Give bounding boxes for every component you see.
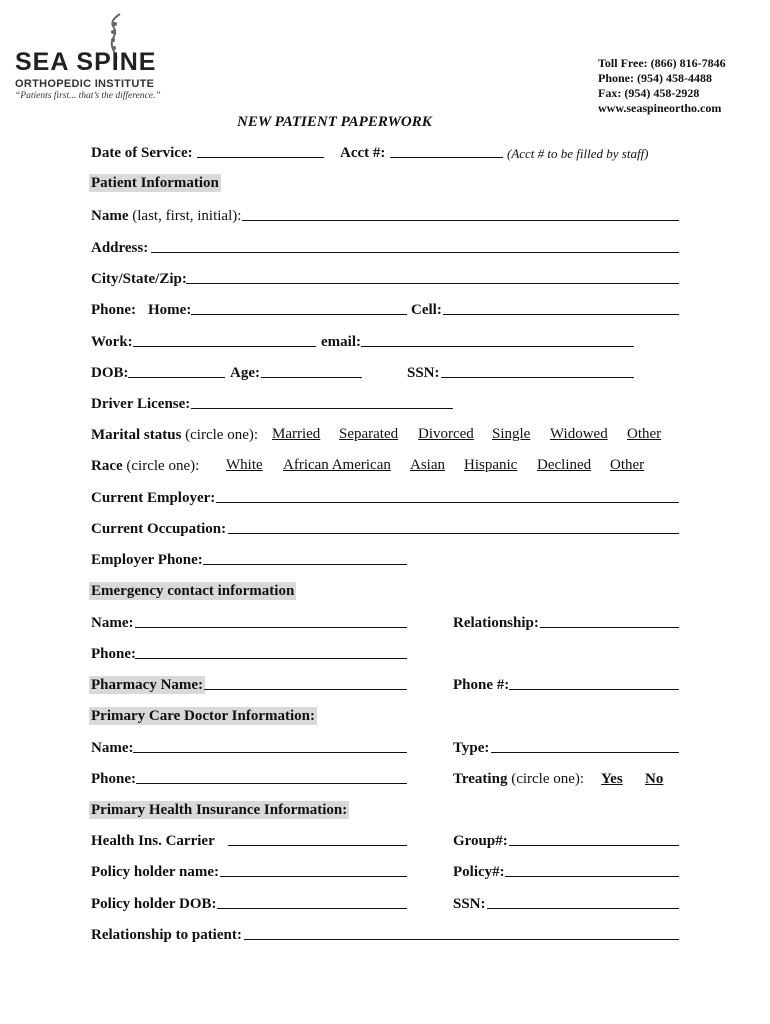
current-employer-label: Current Employer: bbox=[91, 490, 216, 506]
employer-phone-label: Employer Phone: bbox=[91, 552, 203, 568]
age-label: Age: bbox=[230, 365, 260, 381]
race-option-asian[interactable]: Asian bbox=[410, 457, 445, 473]
emergency-relationship-field[interactable] bbox=[540, 627, 679, 628]
pharmacy-phone-field[interactable] bbox=[509, 689, 679, 690]
cell-phone-field[interactable] bbox=[443, 314, 679, 315]
pharmacy-name-field[interactable] bbox=[204, 689, 407, 690]
work-phone-field[interactable] bbox=[133, 346, 316, 347]
policy-number-label: Policy#: bbox=[453, 864, 505, 880]
carrier-label: Health Ins. Carrier bbox=[91, 833, 215, 849]
relationship-to-patient-label: Relationship to patient: bbox=[91, 927, 242, 943]
emergency-phone-field[interactable] bbox=[135, 658, 407, 659]
race-option-white[interactable]: White bbox=[226, 457, 263, 473]
dob-field[interactable] bbox=[128, 377, 225, 378]
acct-field[interactable] bbox=[390, 157, 503, 158]
home-label: Home: bbox=[148, 302, 192, 318]
treating-label bbox=[453, 770, 584, 788]
date-of-service-label: Date of Service: bbox=[91, 145, 193, 161]
city-state-zip-label: City/State/Zip: bbox=[91, 271, 187, 287]
ssn-label: SSN: bbox=[407, 365, 440, 381]
section-primary-care-doctor: Primary Care Doctor Information: bbox=[91, 708, 315, 724]
group-label: Group#: bbox=[453, 833, 508, 849]
emergency-name-field[interactable] bbox=[135, 627, 407, 628]
employer-phone-field[interactable] bbox=[203, 564, 407, 565]
driver-license-label: Driver License: bbox=[91, 396, 191, 412]
race-label bbox=[91, 457, 199, 475]
race-option-declined[interactable]: Declined bbox=[537, 457, 592, 473]
policy-holder-dob-field[interactable] bbox=[217, 908, 407, 909]
race-label-text: Race bbox=[91, 458, 123, 474]
race-option-hispanic[interactable]: Hispanic bbox=[464, 457, 518, 473]
phone-number: Phone: (954) 458-4488 bbox=[598, 71, 712, 85]
section-emergency-contact: Emergency contact information bbox=[91, 583, 295, 599]
current-occupation-field[interactable] bbox=[228, 533, 679, 534]
logo-name: SEA SPINE bbox=[15, 48, 157, 76]
pcp-type-label: Type: bbox=[453, 740, 490, 756]
marital-status-label bbox=[91, 426, 258, 444]
pcp-name-label: Name: bbox=[91, 740, 134, 756]
acct-note: (Acct # to be filled by staff) bbox=[507, 146, 649, 161]
current-employer-field[interactable] bbox=[216, 502, 679, 503]
work-label: Work: bbox=[91, 334, 133, 350]
address-field[interactable] bbox=[151, 252, 679, 253]
ssn-field[interactable] bbox=[441, 377, 634, 378]
marital-option-married[interactable]: Married bbox=[272, 426, 321, 442]
emergency-name-label: Name: bbox=[91, 615, 134, 631]
dob-label: DOB: bbox=[91, 365, 129, 381]
home-phone-field[interactable] bbox=[191, 314, 407, 315]
name-field[interactable] bbox=[242, 220, 679, 221]
name-hint: (last, first, initial): bbox=[128, 208, 242, 224]
pharmacy-name-label: Pharmacy Name: bbox=[91, 677, 204, 693]
driver-license-field[interactable] bbox=[191, 408, 453, 409]
treating-option-yes[interactable]: Yes bbox=[601, 771, 623, 787]
policy-holder-name-field[interactable] bbox=[220, 876, 407, 877]
emergency-relationship-label: Relationship: bbox=[453, 615, 539, 631]
marital-option-divorced[interactable]: Divorced bbox=[418, 426, 474, 442]
fax-number: Fax: (954) 458-2928 bbox=[598, 86, 700, 100]
insurance-ssn-label: SSN: bbox=[453, 896, 486, 912]
treating-label-text: Treating bbox=[453, 771, 508, 787]
name-label bbox=[91, 207, 241, 225]
cell-label: Cell: bbox=[411, 302, 442, 318]
logo-subtitle: ORTHOPEDIC INSTITUTE bbox=[15, 78, 155, 90]
phone-label: Phone: bbox=[91, 302, 136, 318]
insurance-ssn-field[interactable] bbox=[487, 908, 679, 909]
address-label: Address: bbox=[91, 240, 149, 256]
city-state-zip-field[interactable] bbox=[186, 283, 679, 284]
marital-option-other[interactable]: Other bbox=[627, 426, 662, 442]
pcp-type-field[interactable] bbox=[491, 752, 679, 753]
race-option-other[interactable]: Other bbox=[610, 457, 645, 473]
marital-status-hint: (circle one): bbox=[181, 427, 259, 443]
section-patient-information: Patient Information bbox=[91, 175, 219, 191]
pharmacy-phone-label: Phone #: bbox=[453, 677, 510, 693]
emergency-phone-label: Phone: bbox=[91, 646, 136, 662]
page-title: NEW PATIENT PAPERWORK bbox=[237, 114, 432, 130]
email-field[interactable] bbox=[361, 346, 634, 347]
pcp-phone-label: Phone: bbox=[91, 771, 136, 787]
logo-tagline: “Patients first... that’s the difference.” bbox=[15, 91, 161, 101]
relationship-to-patient-field[interactable] bbox=[244, 939, 679, 940]
race-hint: (circle one): bbox=[122, 458, 200, 474]
pcp-phone-field[interactable] bbox=[136, 783, 407, 784]
group-field[interactable] bbox=[509, 845, 679, 846]
current-occupation-label: Current Occupation: bbox=[91, 521, 227, 537]
race-option-african-american[interactable]: African American bbox=[283, 457, 391, 473]
acct-label: Acct #: bbox=[340, 145, 386, 161]
age-field[interactable] bbox=[261, 377, 362, 378]
section-primary-health-insurance: Primary Health Insurance Information: bbox=[91, 802, 348, 818]
email-label: email: bbox=[321, 334, 361, 350]
marital-status-label-text: Marital status bbox=[91, 427, 182, 443]
policy-holder-name-label: Policy holder name: bbox=[91, 864, 220, 880]
marital-option-separated[interactable]: Separated bbox=[339, 426, 399, 442]
marital-option-widowed[interactable]: Widowed bbox=[550, 426, 608, 442]
marital-option-single[interactable]: Single bbox=[492, 426, 531, 442]
name-label-text: Name bbox=[91, 208, 129, 224]
toll-free: Toll Free: (866) 816-7846 bbox=[598, 56, 726, 70]
treating-option-no[interactable]: No bbox=[645, 771, 664, 787]
policy-holder-dob-label: Policy holder DOB: bbox=[91, 896, 217, 912]
carrier-field[interactable] bbox=[228, 845, 407, 846]
treating-hint: (circle one): bbox=[507, 771, 585, 787]
website-link[interactable]: www.seaspineortho.com bbox=[598, 101, 722, 115]
date-of-service-field[interactable] bbox=[197, 157, 324, 158]
policy-number-field[interactable] bbox=[505, 876, 679, 877]
pcp-name-field[interactable] bbox=[133, 752, 407, 753]
